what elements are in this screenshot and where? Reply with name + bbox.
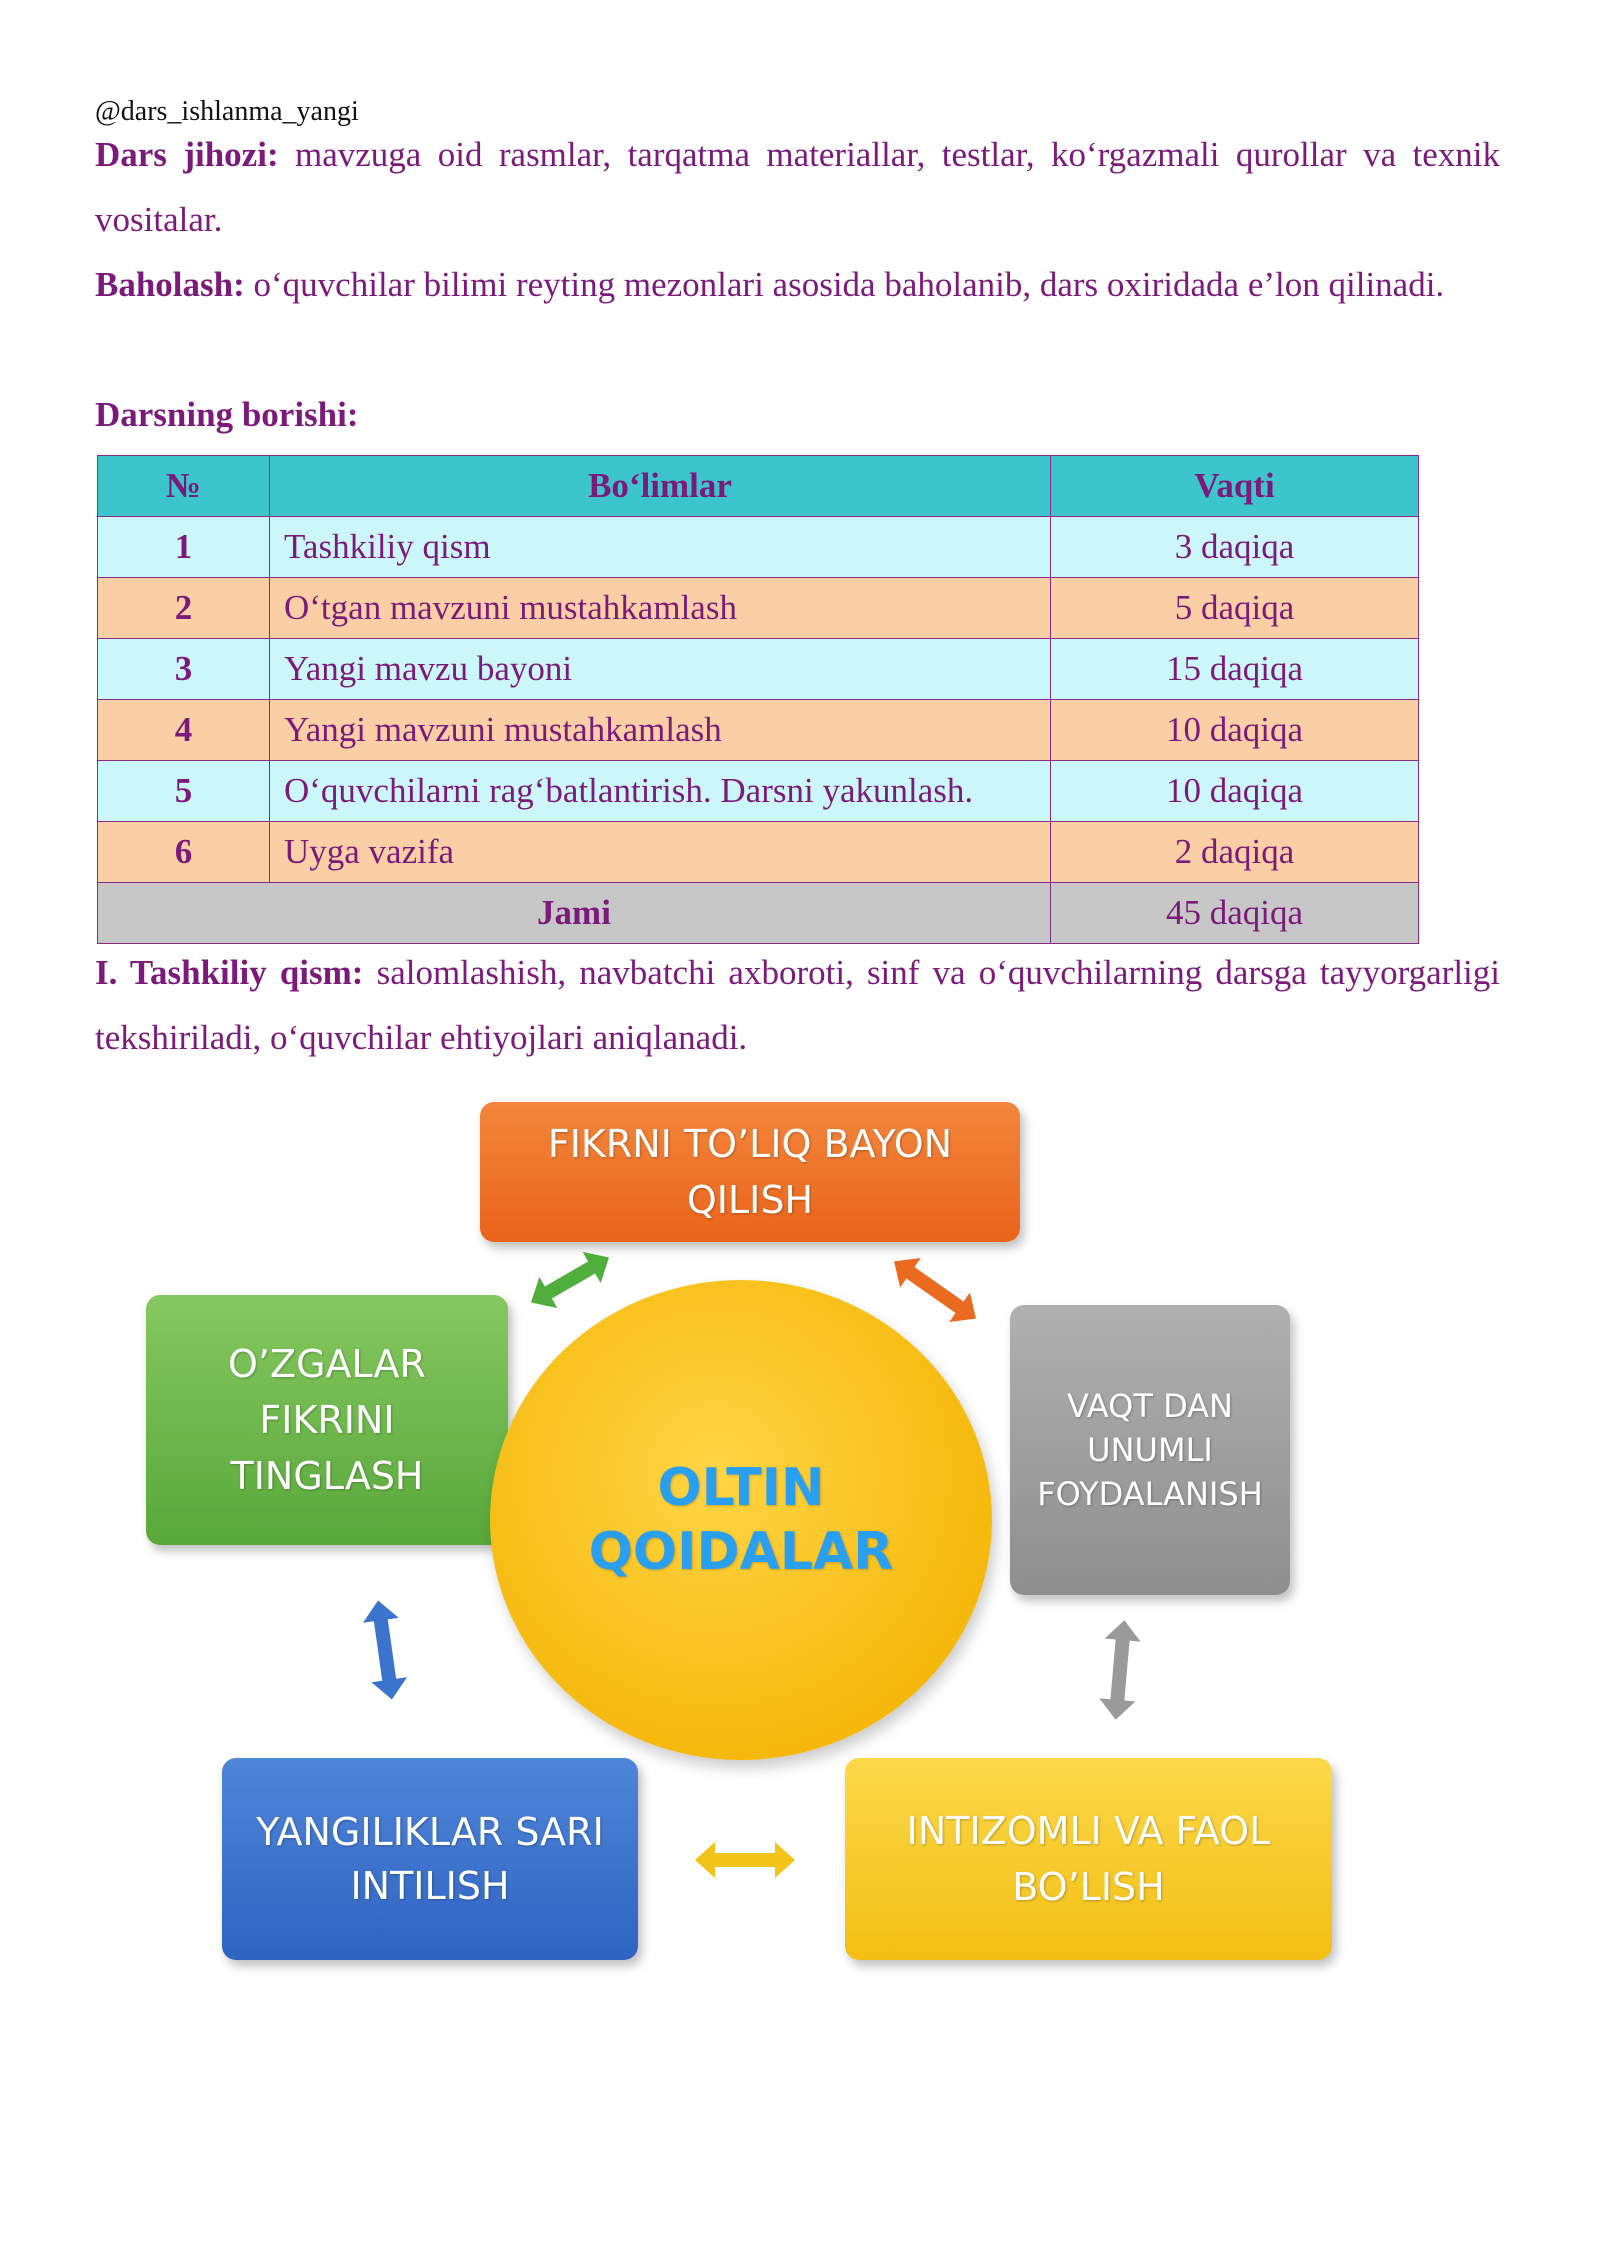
dars-jihozi-paragraph: [95, 122, 1500, 252]
rule-text-line: VAQT DAN: [1067, 1387, 1233, 1425]
rule-box-bottom-left: [222, 1758, 638, 1960]
row-section: O‘tgan mavzuni mustahkamlash: [270, 578, 1051, 639]
table-row: [98, 578, 1419, 639]
row-time: 15 daqiqa: [1051, 639, 1419, 700]
table-header-row: [98, 456, 1419, 517]
table-row: [98, 822, 1419, 883]
watermark: @dars_ishlanma_yangi: [95, 96, 359, 127]
header-sections: Bo‘limlar: [270, 456, 1051, 517]
rule-text-line: INTIZOMLI VA FAOL: [906, 1809, 1271, 1853]
tashkiliy-qism-label: I. Tashkiliy qism:: [95, 953, 364, 992]
double-arrow-icon: [690, 1830, 800, 1890]
double-arrow-icon: [520, 1240, 620, 1320]
total-time: 45 daqiqa: [1051, 883, 1419, 944]
header-number: №: [98, 456, 270, 517]
rule-text-line: UNUMLI: [1087, 1431, 1213, 1469]
rule-box-left: [146, 1295, 508, 1545]
rule-text-line: TINGLASH: [230, 1454, 424, 1498]
table-row: [98, 639, 1419, 700]
row-number: 4: [98, 700, 270, 761]
table-row: [98, 761, 1419, 822]
double-arrow-icon: [880, 1250, 990, 1330]
tashkiliy-qism-text: salomlashish, navbatchi axboroti, sinf va o‘quvchilarning darsga tayyorgarligi tekshiriladi, o‘quvchilar ehtiyojlari aniqlanadi.: [95, 953, 1500, 1057]
rule-text-line: QILISH: [686, 1178, 814, 1222]
dars-jihozi-label: Dars jihozi:: [95, 135, 279, 174]
double-arrow-icon: [340, 1595, 430, 1705]
baholash-paragraph: [95, 252, 1500, 317]
center-circle: [490, 1280, 992, 1760]
golden-rules-diagram: [0, 1090, 1600, 1990]
row-section: Uyga vazifa: [270, 822, 1051, 883]
table-total-row: [98, 883, 1419, 944]
row-time: 10 daqiqa: [1051, 761, 1419, 822]
center-text-line: OLTIN: [657, 1458, 825, 1518]
baholash-label: Baholash:: [95, 265, 245, 304]
rule-text-line: BO’LISH: [1012, 1865, 1165, 1909]
row-number: 5: [98, 761, 270, 822]
rule-text-line: O’ZGALAR: [228, 1342, 426, 1386]
rule-box-right: [1010, 1305, 1290, 1595]
total-label: Jami: [98, 883, 1051, 944]
lesson-plan-table: [97, 455, 1419, 944]
rule-text-line: FOYDALANISH: [1037, 1475, 1263, 1513]
rule-text-line: INTILISH: [350, 1864, 510, 1908]
row-number: 6: [98, 822, 270, 883]
center-text-line: QOIDALAR: [588, 1522, 894, 1582]
row-section: Yangi mavzuni mustahkamlash: [270, 700, 1051, 761]
rule-box-top: [480, 1102, 1020, 1242]
rule-box-bottom-right: [845, 1758, 1332, 1960]
row-time: 10 daqiqa: [1051, 700, 1419, 761]
double-arrow-icon: [1075, 1615, 1165, 1725]
row-number: 2: [98, 578, 270, 639]
row-section: O‘quvchilarni rag‘batlantirish. Darsni yakunlash.: [270, 761, 1051, 822]
header-time: Vaqti: [1051, 456, 1419, 517]
row-time: 2 daqiqa: [1051, 822, 1419, 883]
table-row: [98, 700, 1419, 761]
row-time: 5 daqiqa: [1051, 578, 1419, 639]
baholash-text: o‘quvchilar bilimi reyting mezonlari asosida baholanib, dars oxiridada e’lon qilinadi.: [244, 265, 1445, 304]
table-row: [98, 517, 1419, 578]
rule-text-line: FIKRINI: [259, 1398, 395, 1442]
darsning-borishi-heading: Darsning borishi:: [95, 395, 359, 434]
rule-text-line: FIKRNI TO’LIQ BAYON: [547, 1122, 953, 1166]
tashkiliy-qism-paragraph: [95, 940, 1500, 1070]
row-section: Yangi mavzu bayoni: [270, 639, 1051, 700]
row-number: 1: [98, 517, 270, 578]
dars-jihozi-text: mavzuga oid rasmlar, tarqatma materiallar, testlar, ko‘rgazmali qurollar va texnik vositalar.: [95, 135, 1500, 239]
row-time: 3 daqiqa: [1051, 517, 1419, 578]
rule-text-line: YANGILIKLAR SARI: [256, 1810, 604, 1854]
row-number: 3: [98, 639, 270, 700]
row-section: Tashkiliy qism: [270, 517, 1051, 578]
